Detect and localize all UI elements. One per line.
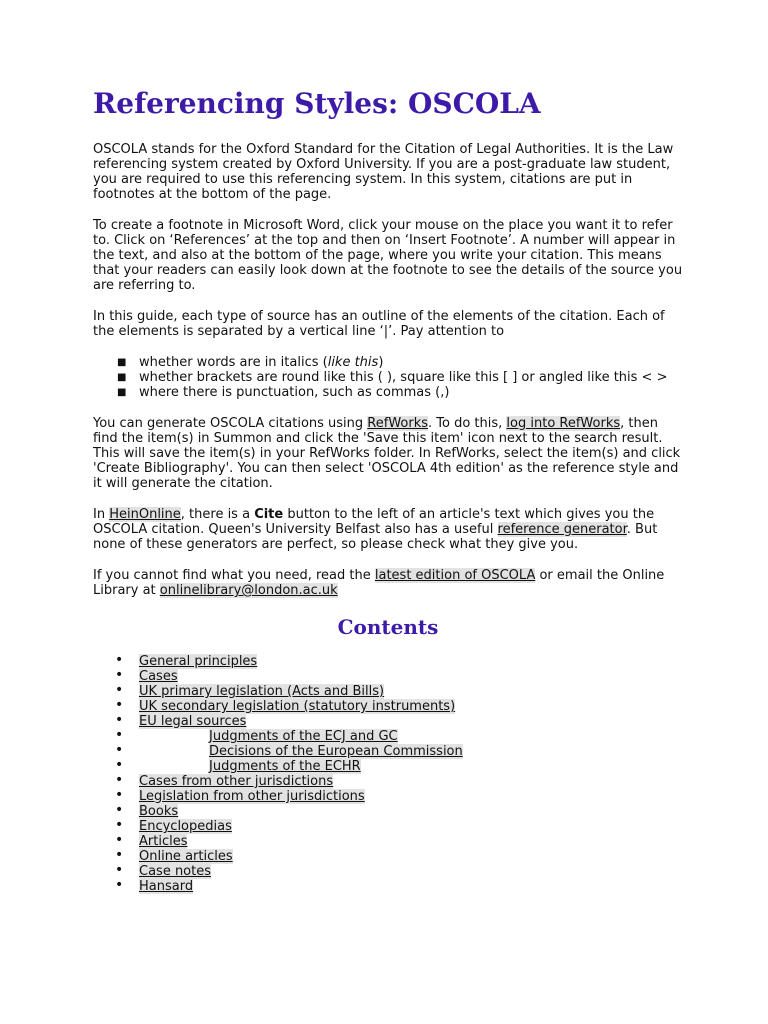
toc-link[interactable]: Books: [139, 804, 179, 819]
bullet-icon: •: [115, 802, 124, 818]
refworks-paragraph: You can generate OSCOLA citations using RefWorks. To do this, log into RefWorks, then find the item(s) in Summon and click the 'Save this item' icon next to the search result. This will save the item(s) in your RefWorks folder. In RefWorks, select the item(s) and click 'Create Bibliography'. You can then select 'OSCOLA 4th edition' as the reference style and it will generate the citation.: [93, 416, 681, 491]
toc-item: [115, 652, 683, 669]
contents-list: [93, 654, 683, 894]
toc-item: [115, 667, 683, 684]
square-bullet-icon: ■: [117, 372, 127, 383]
page-title: Referencing Styles: OSCOLA: [93, 87, 541, 120]
bullet-icon: •: [115, 697, 124, 713]
toc-link[interactable]: Judgments of the ECJ and GC: [209, 729, 398, 744]
bullet-icon: •: [115, 652, 124, 668]
toc-item: [115, 862, 683, 879]
bullet-icon: •: [115, 847, 124, 863]
bullet-icon: •: [115, 667, 124, 683]
toc-link[interactable]: Case notes: [139, 864, 212, 879]
heinonline-link[interactable]: HeinOnline: [109, 507, 181, 522]
toc-link[interactable]: EU legal sources: [139, 714, 247, 729]
list-item: ■ whether brackets are round like this ( ), square like this [ ] or angled like this < >: [117, 370, 668, 385]
toc-link[interactable]: Encyclopedias: [139, 819, 232, 834]
toc-item: [115, 712, 683, 729]
refworks-link[interactable]: RefWorks: [367, 416, 429, 431]
bullet-icon: •: [115, 862, 124, 878]
document-page: [93, 86, 683, 894]
footnote-paragraph: To create a footnote in Microsoft Word, click your mouse on the place you want it to refer to. Click on ‘References’ at the top and then on ‘Insert Footnote’. A number will appear in the text, and also at the bottom of the page, where you write your citation. This means that your readers can easily look down at the footnote to see the details of the source you are referring to.: [93, 218, 683, 293]
toc-link[interactable]: UK secondary legislation (statutory instruments): [139, 699, 456, 714]
toc-item: [115, 802, 683, 819]
toc-item: [115, 742, 683, 759]
bullet-icon: •: [115, 727, 124, 743]
toc-link[interactable]: Articles: [139, 834, 188, 849]
bullet-icon: •: [115, 772, 124, 788]
toc-link[interactable]: Legislation from other jurisdictions: [139, 789, 365, 804]
bullet-icon: •: [115, 817, 124, 833]
list-item: ■ where there is punctuation, such as commas (,): [117, 385, 450, 400]
toc-link[interactable]: Online articles: [139, 849, 233, 864]
oscola-edition-link[interactable]: latest edition of OSCOLA: [374, 568, 536, 583]
toc-item: [115, 847, 683, 864]
toc-link[interactable]: Hansard: [139, 879, 194, 894]
contact-paragraph: If you cannot find what you need, read the latest edition of OSCOLA or email the Online Library at onlinelibrary@london.ac.uk: [93, 568, 665, 598]
toc-item: [115, 817, 683, 834]
contents-heading: Contents: [337, 615, 439, 639]
toc-item: [115, 787, 683, 804]
toc-item: [115, 682, 683, 699]
login-refworks-link[interactable]: log into RefWorks: [506, 416, 621, 431]
bullet-icon: •: [115, 682, 124, 698]
guide-paragraph: In this guide, each type of source has an outline of the elements of the citation. Each of the elements is separated by a vertical line ‘|’. Pay attention to: [93, 309, 665, 339]
bullet-icon: •: [115, 712, 124, 728]
heinonline-paragraph: In HeinOnline, there is a Cite button to the left of an article's text which gives you the OSCOLA citation. Queen's University Belfast also has a useful reference generator. But none of these generators are perfect, so please check what they give you.: [93, 507, 658, 552]
toc-item: [115, 697, 683, 714]
toc-link[interactable]: UK primary legislation (Acts and Bills): [139, 684, 385, 699]
bullet-icon: •: [115, 832, 124, 848]
toc-item: [115, 772, 683, 789]
toc-link[interactable]: General principles: [139, 654, 258, 669]
toc-item: [115, 832, 683, 849]
bullet-icon: •: [115, 877, 124, 893]
toc-link[interactable]: Cases: [139, 669, 178, 684]
toc-link[interactable]: Decisions of the European Commission: [209, 744, 463, 759]
toc-item: [115, 727, 683, 744]
toc-link[interactable]: Judgments of the ECHR: [209, 759, 361, 774]
square-bullet-icon: ■: [117, 357, 127, 368]
bullet-icon: •: [115, 742, 124, 758]
list-item: ■ whether words are in italics (like this): [117, 355, 384, 370]
reference-generator-link[interactable]: reference generator: [497, 522, 627, 537]
toc-item: [115, 877, 683, 894]
email-link[interactable]: onlinelibrary@london.ac.uk: [159, 583, 338, 598]
bullet-icon: •: [115, 787, 124, 803]
attention-list: [93, 355, 683, 400]
bullet-icon: •: [115, 757, 124, 773]
toc-item: [115, 757, 683, 774]
intro-paragraph: OSCOLA stands for the Oxford Standard for the Citation of Legal Authorities. It is the Law referencing system created by Oxford University. If you are a post-graduate law student, you are required to use this referencing system. In this system, citations are put in footnotes at the bottom of the page.: [93, 142, 674, 202]
toc-link[interactable]: Cases from other jurisdictions: [139, 774, 334, 789]
square-bullet-icon: ■: [117, 387, 127, 398]
